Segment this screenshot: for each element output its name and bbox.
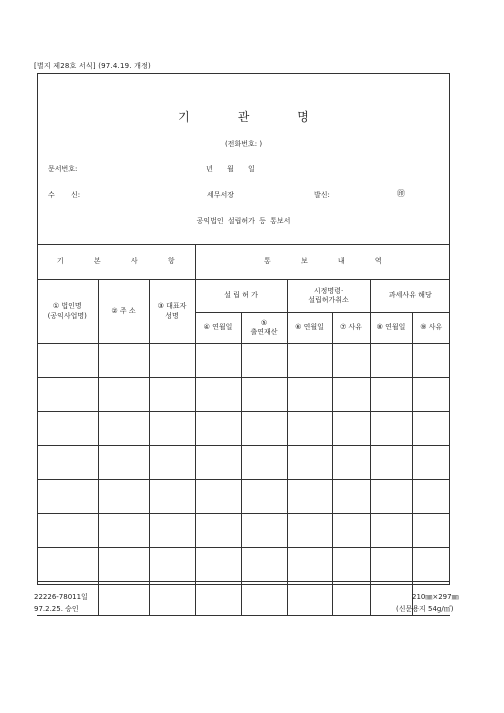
table-row (37, 412, 450, 446)
phone-line: (전화번호: ) (224, 140, 263, 148)
agency-title: 기관명 (178, 110, 357, 124)
col-corr-date: ⑥ 연월일 (287, 313, 332, 344)
doc-number-label: 문서번호: (48, 165, 78, 173)
col-permit-date: ④ 연월일 (195, 313, 241, 344)
table-row (37, 514, 450, 548)
group-correction: 시정명령· 설립허가취소 (287, 280, 370, 313)
table-row (37, 548, 450, 582)
col-address: ② 주 소 (98, 280, 149, 344)
recipient-label: 수 신: (48, 191, 81, 199)
col-corr-reason: ⑦ 사유 (332, 313, 370, 344)
notice-details-header: 통 보 내 역 (195, 245, 450, 280)
form-code: 22226-78011일 (34, 593, 88, 601)
table-row (37, 582, 450, 616)
tax-office-label: 세무서장 (207, 191, 235, 199)
col-representative: ③ 대표자 성명 (149, 280, 195, 344)
group-permit: 설 립 허 가 (195, 280, 287, 313)
form-label: [별지 제28호 서식] (97.4.19. 개정) (34, 62, 151, 70)
date-label: 년 월 일 (206, 165, 255, 173)
col-corp-name: ① 법인명 (공익사업명) (37, 280, 98, 344)
sender-label: 발신: (314, 191, 330, 199)
table-row (37, 378, 450, 412)
table-row (37, 446, 450, 480)
basic-items-header: 기 본 사 항 (37, 245, 195, 280)
approval-date: 97.2.25. 승인 (34, 605, 79, 613)
table-row (37, 344, 450, 378)
paper-type: (신문용지 54g/㎡) (396, 605, 454, 613)
notice-table (37, 244, 450, 616)
group-tax: 과세사유 해당 (370, 280, 450, 313)
col-tax-reason: ⑨ 사유 (412, 313, 450, 344)
col-tax-date: ⑧ 연월일 (370, 313, 412, 344)
seal-icon: ㊞ (397, 189, 405, 198)
col-property: ⑤ 출연재산 (241, 313, 287, 344)
notice-title: 공익법인 설립허가 등 통보서 (196, 217, 291, 225)
table-row (37, 480, 450, 514)
paper-size: 210㎜×297㎜ (412, 593, 459, 601)
